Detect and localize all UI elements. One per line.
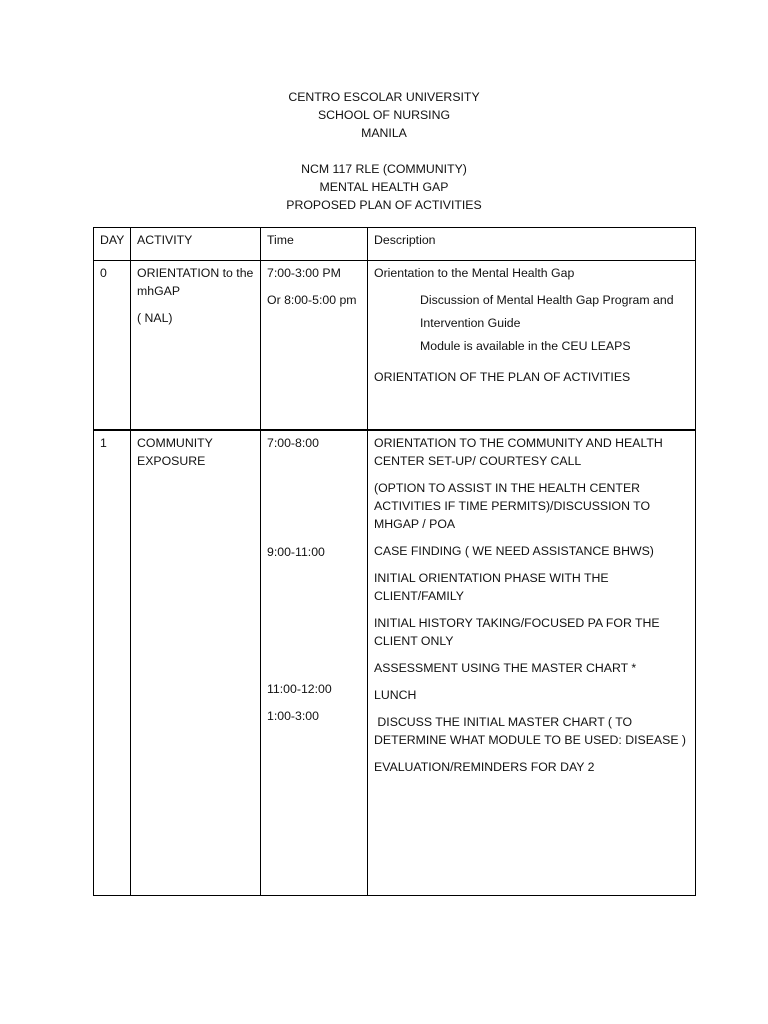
program-title: MENTAL HEALTH GAP [319,180,449,194]
activity-cell [131,261,261,430]
time-slot: 7:00-8:00 [267,435,319,450]
school-name: SCHOOL OF NURSING [317,108,451,122]
time-slot: 9:00-11:00 [267,544,325,559]
document-header [0,88,768,214]
column-header-time: Time [261,228,368,261]
time-slot: 11:00-12:00 [267,681,332,696]
description-cell [368,430,696,896]
university-name: CENTRO ESCOLAR UNIVERSITY [288,90,480,104]
table-row [94,261,696,430]
list-item [374,289,689,335]
header-gap [0,142,768,160]
day-cell [94,430,131,896]
description-line: EVALUATION/REMINDERS FOR DAY 2 [374,759,595,774]
day-cell [94,261,131,430]
description-line: INITIAL HISTORY TAKING/FOCUSED PA FOR THE CLIENT ONLY [374,615,660,648]
time-slot-alternative: Or 8:00-5:00 pm [267,293,357,307]
column-header-activity: ACTIVITY [131,228,261,261]
column-header-description: Description [368,228,696,261]
time-slot: 1:00-3:00 [267,708,319,723]
city-name: MANILA [361,126,407,140]
bullet-text: Discussion of Mental Health Gap Program and Intervention Guide [420,293,674,330]
description-cell [368,261,696,430]
table-row [94,430,696,896]
description-bullet-list [374,289,689,358]
activities-table [93,227,696,896]
activity-cell [131,430,261,896]
description-line: ASSESSMENT USING THE MASTER CHART * [374,660,637,675]
description-title: Orientation to the Mental Health Gap [374,266,575,280]
description-line: INITIAL ORIENTATION PHASE WITH THE CLIENT/FAMILY [374,570,609,603]
activities-table-wrapper [93,227,696,896]
column-header-day: DAY [94,228,131,261]
description-line: CASE FINDING ( WE NEED ASSISTANCE BHWS) [374,543,654,558]
day-value: 1 [100,435,107,450]
description-line: (OPTION TO ASSIST IN THE HEALTH CENTER ACTIVITIES IF TIME PERMITS)/DISCUSSION TO MHGAP / POA [374,480,651,531]
description-footer: ORIENTATION OF THE PLAN OF ACTIVITIES [374,370,631,384]
description-line: LUNCH [374,687,417,702]
description-line: ORIENTATION TO THE COMMUNITY AND HEALTH CENTER SET-UP/ COURTESY CALL [374,435,663,468]
document-title: PROPOSED PLAN OF ACTIVITIES [286,198,482,212]
activity-name: COMMUNITY EXPOSURE [137,435,213,468]
time-cell [261,261,368,430]
list-item [374,335,689,358]
bullet-text: Module is available in the CEU LEAPS [420,339,631,353]
activity-name: ORIENTATION to the mhGAP [137,266,254,298]
description-line: DISCUSS THE INITIAL MASTER CHART ( TO DETERMINE WHAT MODULE TO BE USED: DISEASE ) [374,714,687,747]
time-cell [261,430,368,896]
activity-note: ( NAL) [137,311,173,325]
table-header-row [94,228,696,261]
day-value: 0 [100,266,107,280]
course-code: NCM 117 RLE (COMMUNITY) [301,162,467,176]
time-slot: 7:00-3:00 PM [267,266,341,280]
